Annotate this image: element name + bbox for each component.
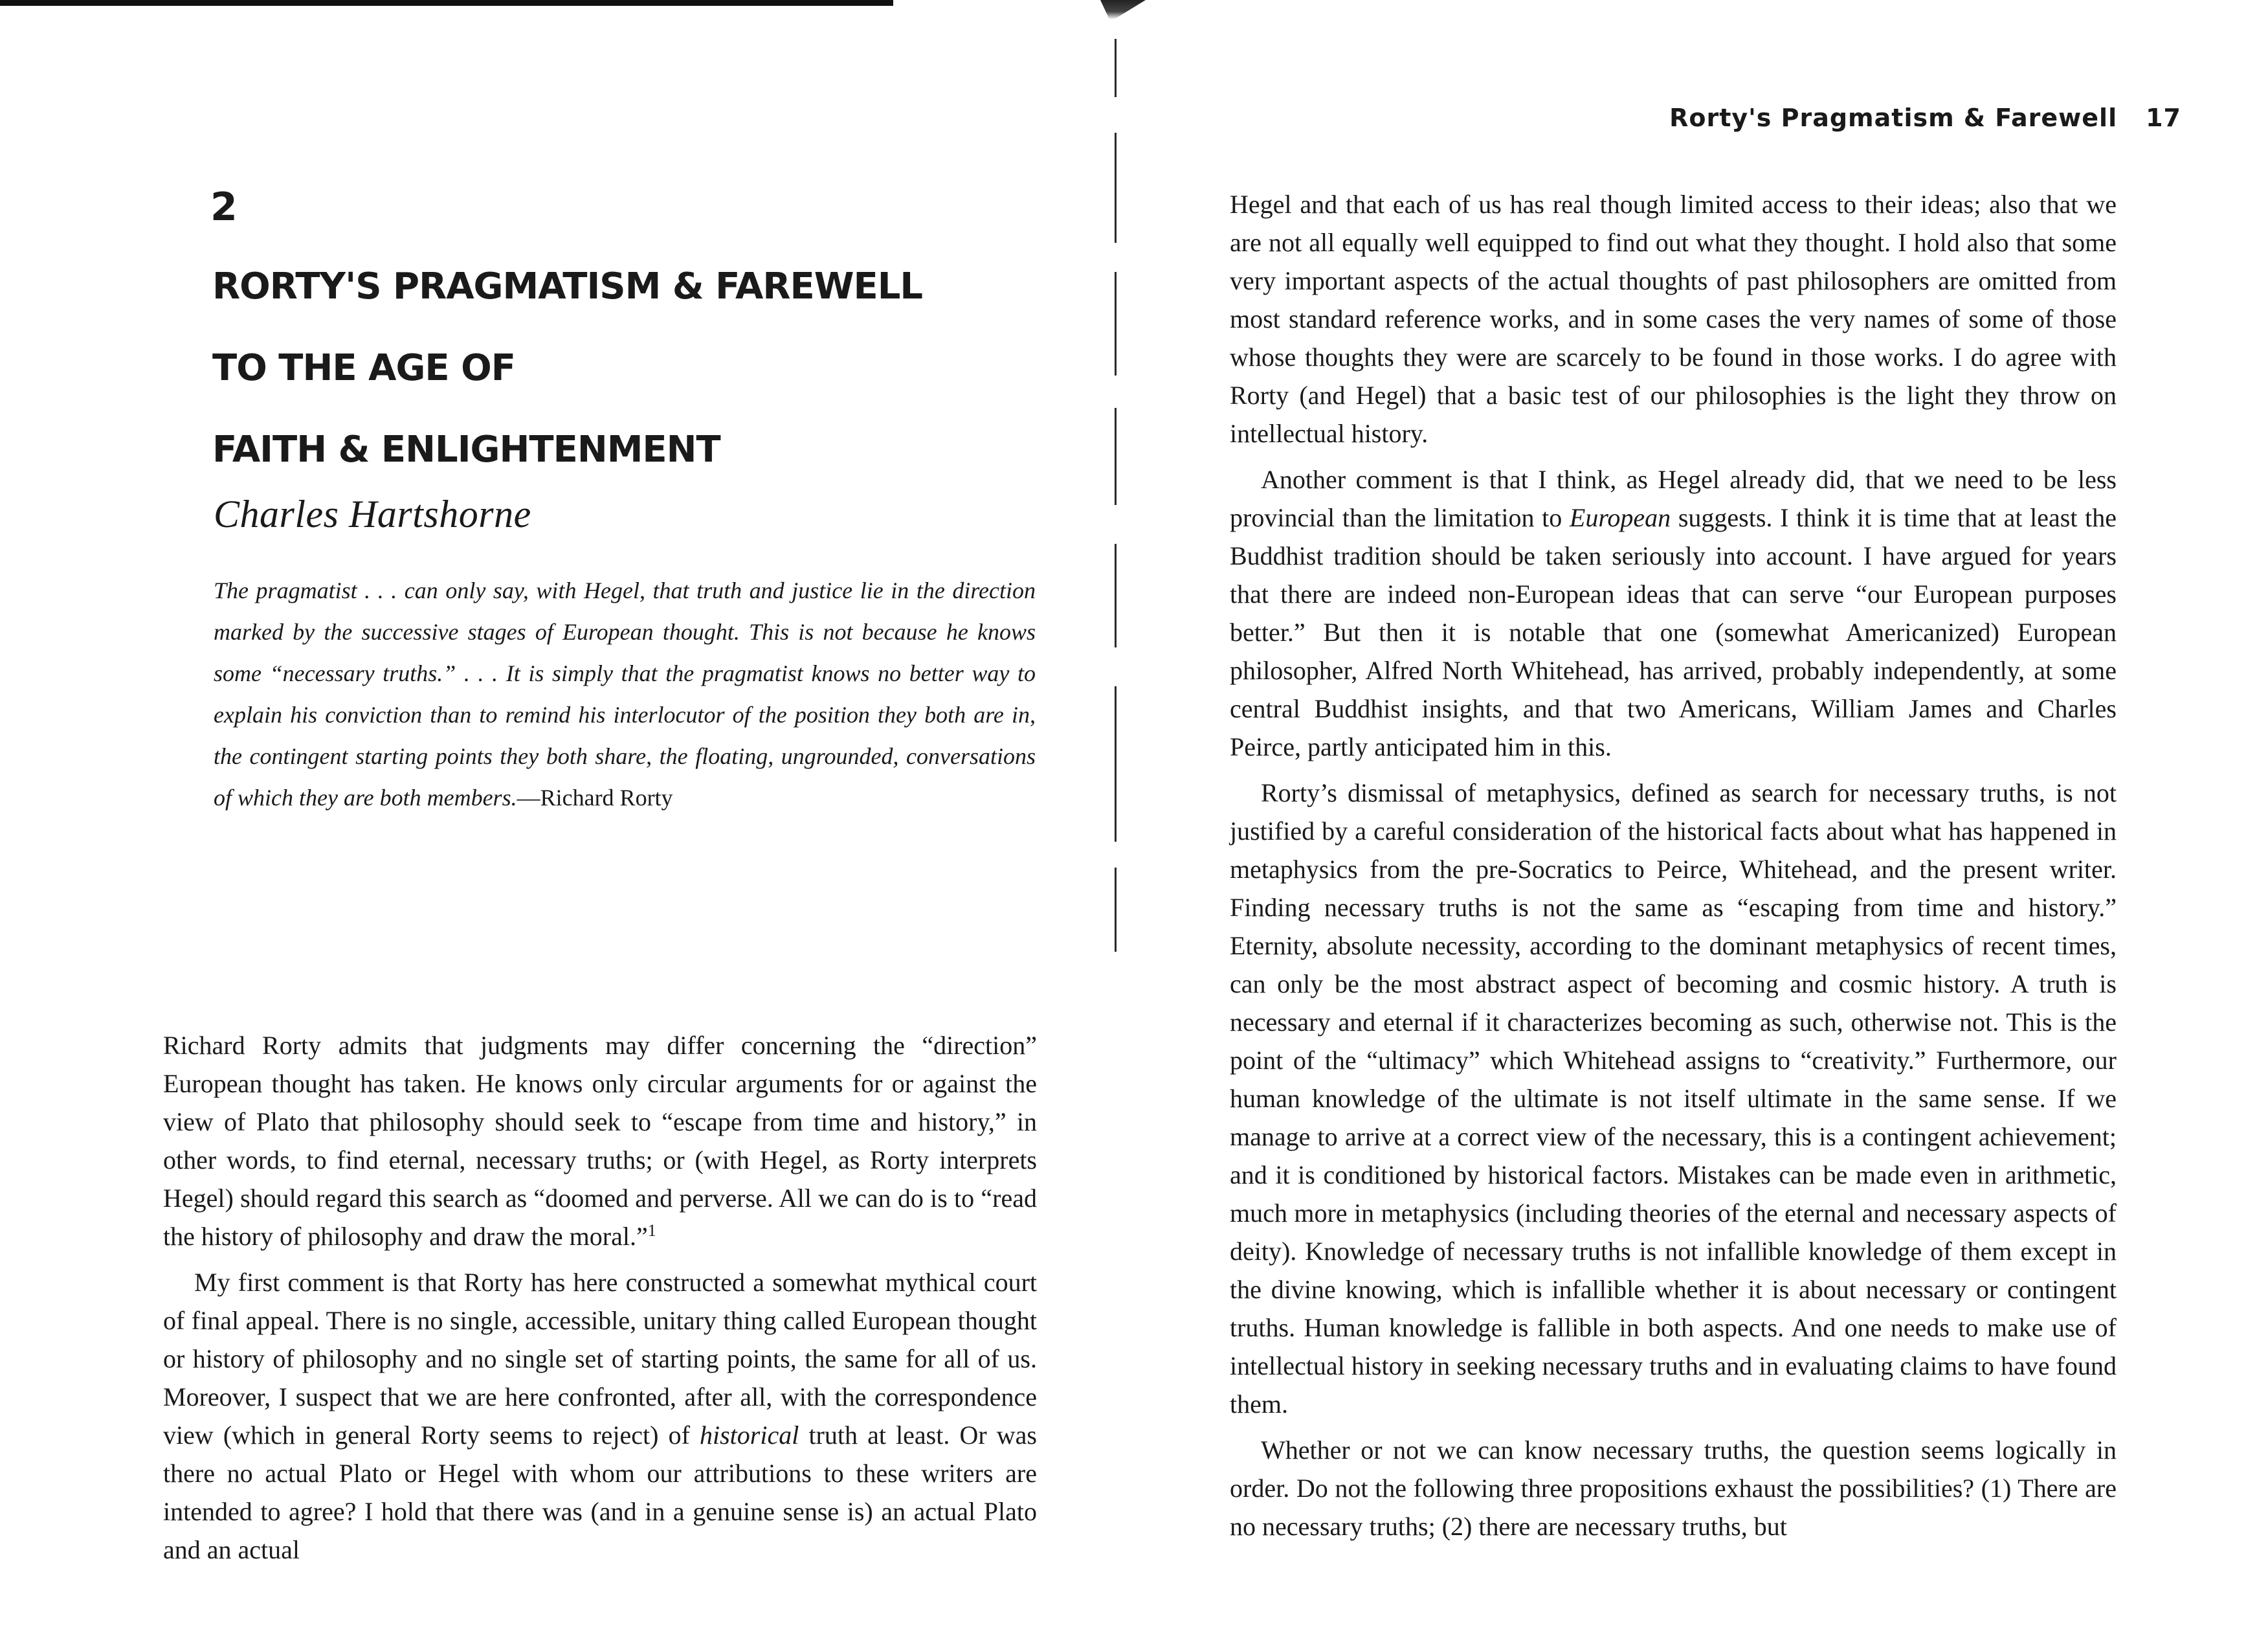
body-text <box>1230 185 2117 1553</box>
paragraph <box>163 1263 1037 1569</box>
title-line: FAITH & ENLIGHTENMENT <box>212 429 720 471</box>
author-name: Charles Hartshorne <box>214 493 531 535</box>
left-page <box>0 0 1126 1651</box>
emphasis: historical <box>700 1421 799 1450</box>
chapter-title <box>212 246 989 491</box>
right-page <box>1139 0 2268 1651</box>
title-line: RORTY'S PRAGMATISM & FAREWELL <box>212 265 923 308</box>
page-number: 17 <box>2146 104 2181 132</box>
epigraph-source: —Richard Rorty <box>517 785 673 811</box>
paragraph: Rorty’s dismissal of metaphysics, defined as search for necessary truths, is not justified by a careful consideration of the historical facts about what has happened in metaphysics from the pre-Socratics to Peirce, Whitehead, and the present writer. Finding necessary truths is not the same as “escaping from time and history.” Eternity, absolute necessity, according to the dominant metaphysics of recent times, can only be the most abstract aspect of becoming and cosmic history. A truth is necessary and eternal if it characterizes becoming as such, otherwise not. This is the point of the “ultimacy” which Whitehead assigns to “creativity.” Furthermore, our human knowledge of the ultimate is not itself ultimate in the same sense. If we manage to arrive at a correct view of the necessary, this is a contingent achievement; and it is conditioned by historical factors. Mistakes can be made even in arithmetic, much more in metaphysics (including theories of the eternal and necessary aspects of deity). Knowledge of necessary truths is not infallible knowledge of them except in the divine knowing, which is infallible whether it is about necessary or contingent truths. Human knowledge is fallible in both aspects. And one needs to make use of intellectual history in seeking necessary truths and in evaluating claims to have found them. <box>1230 778 2117 1419</box>
paragraph-text: My first comment is that Rorty has here constructed a somewhat mythical court of final appeal. There is no single, accessible, unitary thing called European thought or history of philosophy and no single set of starting points, the same for all of us. Moreover, I suspect that we are here confronted, after all, with the correspondence view (which in general Rorty seems to reject) of <box>163 1268 1037 1450</box>
paragraph-text: suggests. I think it is time that at least the Buddhist tradition should be taken seriously into account. I have argued for years that there are indeed non-European ideas that can serve “our European purposes better.” But then it is notable that one (somewhat Americanized) European philosopher, Alfred North Whitehead, has arrived, probably independently, at some central Buddhist insights, and that two Americans, William James and Charles Peirce, partly anticipated him in this. <box>1230 503 2117 761</box>
paragraph <box>1230 460 2117 766</box>
body-text <box>163 1026 1037 1577</box>
paragraph: Whether or not we can know necessary truths, the question seems logically in order. Do not the following three propositions exhaust the possibilities? (1) There are no necessary truths; (2) there are necessary truths, but <box>1230 1435 2117 1541</box>
paragraph <box>163 1026 1037 1255</box>
paragraph-text: Richard Rorty admits that judgments may differ concerning the “direction” European thought has taken. He knows only circular arguments for or against the view of Plato that philosophy should seek to “escape from time and history,” in other words, to find eternal, necessary truths; or (with Hegel, as Rorty interprets Hegel) should regard this search as “doomed and perverse. All we can do is to “read the history of philosophy and draw the moral.” <box>163 1031 1037 1251</box>
emphasis: European <box>1569 503 1671 532</box>
title-line: TO THE AGE OF <box>212 347 516 389</box>
running-head-title: Rorty's Pragmatism & Farewell <box>1669 104 2118 132</box>
paragraph: Hegel and that each of us has real though limited access to their ideas; also that we are not all equally well equipped to find out what they thought. I hold also that some very important aspects of the actual thoughts of past philosophers are omitted from most standard reference works, and in some cases the very names of some of those whose thoughts they were are scarcely to be found in those works. I do agree with Rorty (and Hegel) that a basic test of our philosophies is the light they throw on intellectual history. <box>1230 190 2117 448</box>
epigraph <box>214 570 1036 818</box>
epigraph-text: The pragmatist . . . can only say, with Hegel, that truth and justice lie in the direction marked by the successive stages of European thought. This is not because he knows some “necessary truths.” . . . It is simply that the pragmatist knows no better way to explain his conviction than to remind his interlocutor of the position they both are in, the contingent starting points they both share, the floating, ungrounded, conversations of which they are both members. <box>214 578 1036 811</box>
chapter-number: 2 <box>210 185 238 230</box>
paragraph-text: Another comment is that I think, as Hegel already did, that we need to be less provincial than the limitation to <box>1230 465 2117 532</box>
running-head <box>1534 104 2181 132</box>
footnote-ref[interactable]: 1 <box>647 1221 656 1240</box>
paragraph-text: truth at least. Or was there no actual Plato or Hegel with whom our attributions to these writers are intended to agree? I hold that there was (and in a genuine sense is) an actual Plato and an actual <box>163 1421 1037 1564</box>
